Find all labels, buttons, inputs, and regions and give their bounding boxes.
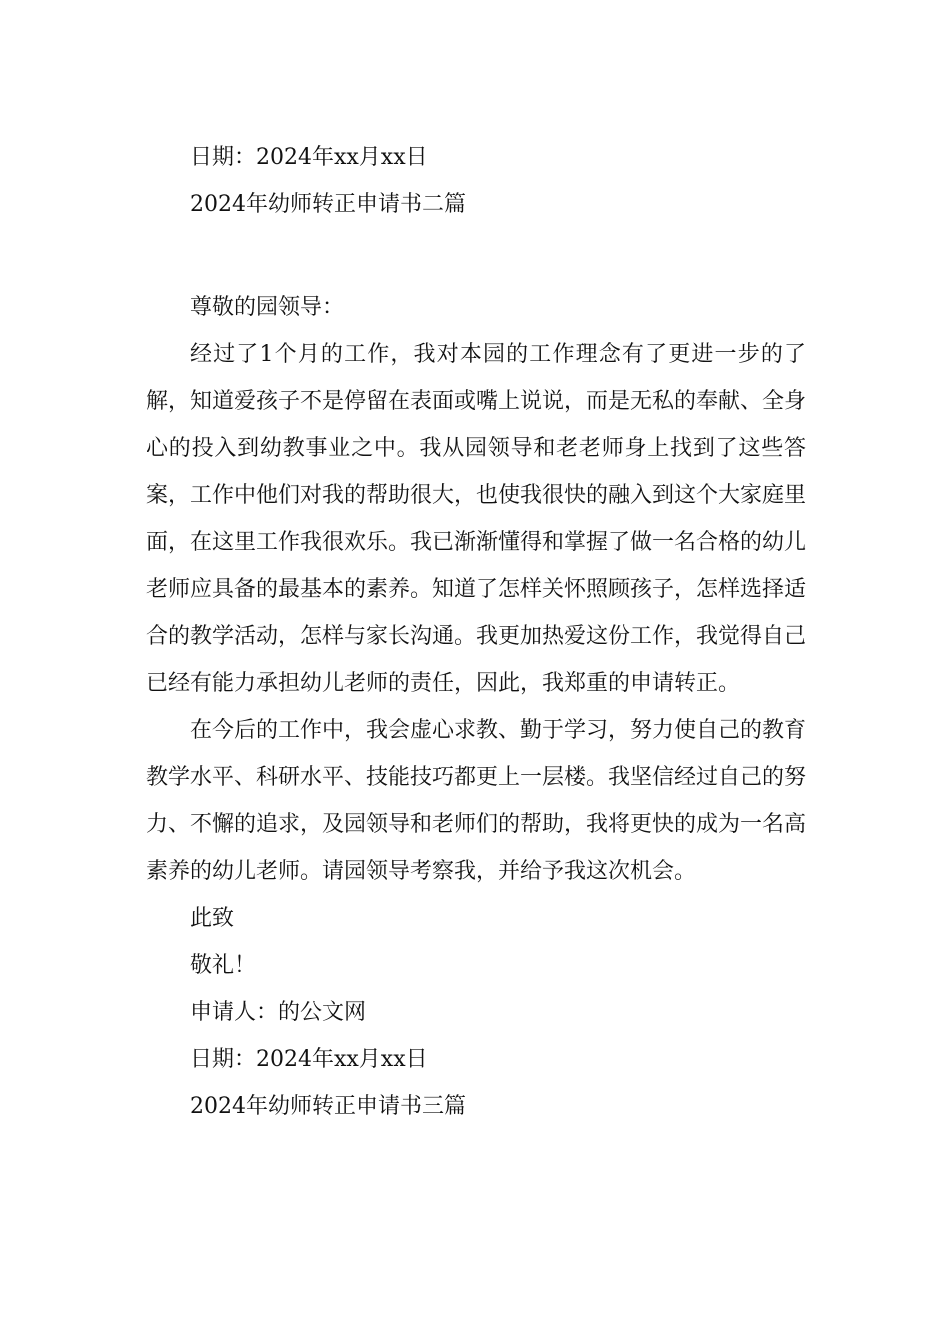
date-line: 日期：2024年xx月xx日 [190, 1047, 428, 1072]
section-title: 2024年幼师转正申请书二篇 [190, 192, 466, 217]
closing-line: 敬礼！ [190, 953, 257, 978]
body-paragraph: 在今后的工作中，我会虚心求教、勤于学习，努力使自己的教育教学水平、科研水平、技能技巧都更上一层楼。我坚信经过自己的努力、不懈的追求，及园领导和老师们的帮助，我将更快的成为一名高素养的幼儿老师。请园领导考察我，并给予我这次机会。 [146, 718, 807, 884]
applicant-line: 申请人：的公文网 [190, 1000, 367, 1025]
section-title: 2024年幼师转正申请书三篇 [190, 1094, 466, 1119]
document-page [146, 134, 806, 1130]
body-paragraph: 经过了1个月的工作，我对本园的工作理念有了更进一步的了解，知道爱孩子不是停留在表面或嘴上说说，而是无私的奉献、全身心的投入到幼教事业之中。我从园领导和老老师身上找到了这些答案，工作中他们对我的帮助很大，也使我很快的融入到这个大家庭里面，在这里工作我很欢乐。我已渐渐懂得和掌握了做一名合格的幼儿老师应具备的最基本的素养。知道了怎样关怀照顾孩子，怎样选择适合的教学活动，怎样与家长沟通。我更加热爱这份工作，我觉得自己已经有能力承担幼儿老师的责任，因此，我郑重的申请转正。 [146, 342, 807, 696]
closing-line: 此致 [190, 906, 235, 931]
date-line: 日期：2024年xx月xx日 [190, 145, 428, 170]
blank-gap [146, 228, 806, 284]
salutation: 尊敬的园领导： [190, 295, 345, 320]
